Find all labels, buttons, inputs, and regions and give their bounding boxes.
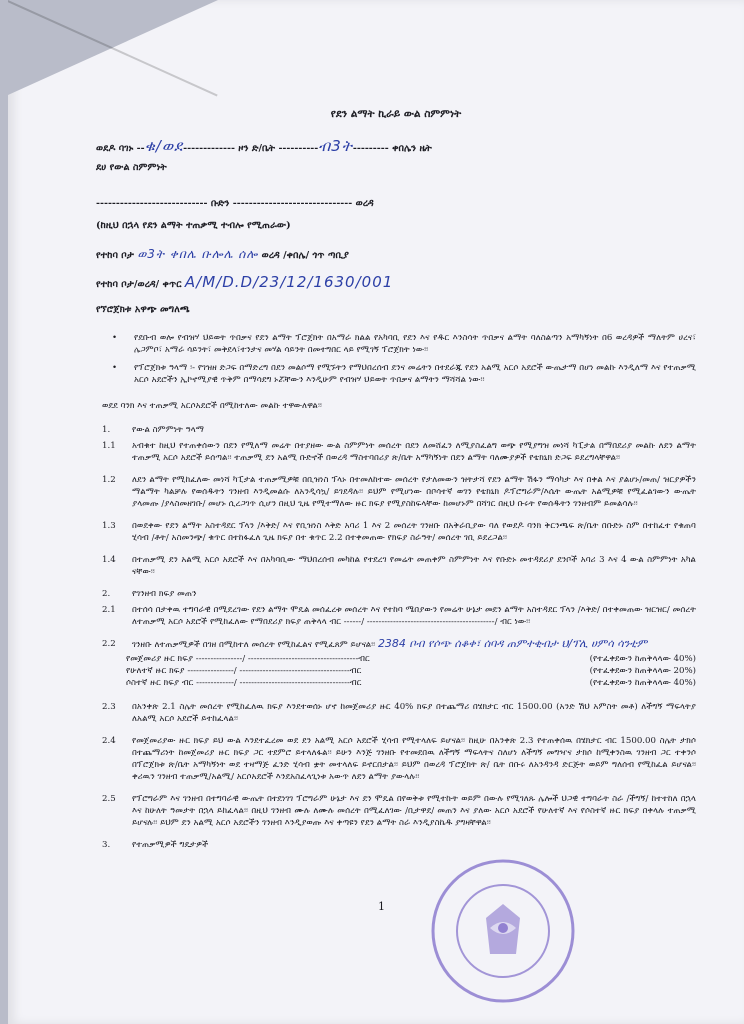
address-suffix: ወረዳ /ቀበሌ/ ጎጥ ጣቢያ [261, 250, 349, 261]
party-label: ደሀ የውል ስምምነት [96, 162, 167, 173]
intro-text: ወደደ ባንክ እና ተጠቃሚ አርሶአደሮች በሚከተለው መልኩ ተዋውለዋል፡፡ [102, 401, 322, 411]
document-page [8, 0, 744, 1024]
clause-1-2: 1.2 ለደን ልማት የሚከፈለው መነሻ ካፒታል ተጠቃሚዎቹ በቢዝነስ ፕላኑ በተመለከተው መሰረት የታለመውን ዝትታሻ የደን ልማት ሽፋን ማሳካታ እና በቀል እና ያልሆኑ/መጠ/ ዝርያዎችን ማልማት ካልቻሉ የወሰዱትን ገንዘብ እንዲመልሱ ለአንዲሳኳ/ ይገደዳሉ፡፡ ይህም የሚሆነው በቦሳተኛ ወገን የቴክኒክ ዶፕሮግራም/እሴት ውጤት አልሚዎቹ የሚፈልገውን ውጤት ያላመጡ /ያላስመዘገቡ/ መሆኑ ሲረጋገጥ ሲሆን በዚህ ጊዜ የሚተማለው ዙር ክፍያ የሚያስከፍላቸው ከመሆኑም በሻገር በዚህ ቡሩት የወሰዱትን ገንዘብም ይመልሳሉ፡፡ [102, 475, 696, 509]
woreda-label: ወደዶ ባገኑ [96, 143, 134, 154]
kebele-label: ቀበሌን ዜት [392, 143, 432, 154]
zone-label: ዞን ድ/ቤት [238, 143, 276, 154]
address-row [96, 248, 696, 262]
bullet-item: • የደቡብ ወሎ የብዝሃ ህይወት ጥበቃና የደን ልማት ፕሮጀክት በአማራ ክልል የአካባቢ የደን እና የዱር እንስሳት ጥበቃና ልማት ባለስልጣን አማካኝነት በ6 ወረዳዎች ማለትም ሀረና፣ ሌጋምቦ፣ አማራ ሳይንት፣ መቅደላ፣ተንታና መሃል ሳይንት በመተግበር ላይ የሚገኝ ፕሮጀክት ነው፡፡ [96, 332, 696, 356]
clause-2-4: 2.4 የመጀመሪያው ዙር ክፍያ ይህ ውል እንደተፈረመ ወደ ደን አልሚ አርሶ አደሮች ሂሳብ የሚተላለፍ ይሆናል፡፡ ከዚሁ በአንቀጽ 2.3 የተጠቀሰዉ በሄክታር ብር 1500.00 ስሌት ታክሶ በተጨማሪነት ከመጀመሪያ ዙር ክፍያ ጋር ተደምሮ ይተላለፋል፡፡ ይሁን እንጅ ገንዘቡ የተመደበዉ ለችግኝ ማፍላትና ስለሆነ ለችግኝ መግዣና ታክሶ ከሚቀንስዉ ገንዘብ ጋር ተቀንሶ በፕሮጀክቱ ጽ/ቤት አማካኝነት ወደ ተዛማጅ ፈንድ ሂሳብ ቋት መተላለፍ ይኖርበታል፡፡ ይህም በወረዳ ፕሮጀክት ጽ/ ቤት በቡሩ ለአንዳንዳ ድርጅት ወይም ግለሰብ የሚከፈል ይሆናል፡፡ ቀሪዉን ገንዘብ ተጠቃሚ/አልሚ/ አርሶአደሮች እንደአስፈላጊነቱ አውጥ ለደን ልማት ያውላሉ፡፡ [102, 736, 696, 782]
woreda-handwritten: ቁ/ወደ [144, 137, 184, 155]
clause-1-4: 1.4 በተጠቃሚ ደን አልሚ አርሶ አደሮች እና በአካባቢው ማህበረሰብ መካከል የተደረገ የመሬት መጠቀም ስምምነት እና የቡድኑ መተዳደሪያ ደንቦች አባሪ 3 እና 4 ውል ስምምነት አካል ናቸው፡፡ [102, 555, 696, 577]
payment-row: ሶስተኛ ዙር ክፍያ ብር -------------/ --------------------------------------ብር (የተፈቀደውን ከጠቅላላው 40%) [126, 678, 696, 688]
page-number: 1 [378, 900, 385, 913]
header-row-1: ወደዶ ባገኑ --ቁ/ወደ------------- ዞን ድ/ቤት ----------ብ3ት--------- ቀበሌን ዜት [96, 137, 432, 155]
clause-2-2-handwriting: 2384 ቦብ የሶጭ ሰቆቀ፣ ሰባዳ ጠምተቂብታ ህ/ፕሊ ሀምሳ ሳንቲም [377, 637, 648, 650]
payment-row: የሁለተኛ ዙር ክፍያ ----------------/ --------------------------------------ብር (የተፈቀደውን ከጠቅላላው 20%) [126, 666, 696, 676]
clause-2-5: 2.5 የፕሮግራም እና ገንዘብ በተግባራዊ ውጤት በተደነገገ ፕሮግራም ሁኔታ እና ደን ሞዴል በየወቅቱ የሚተኩት ወይም በውሉ የሚገለጹ ሌሎች ህጋዊ ተግባራት ስራ /ችግኝ/ ከተተከለ በኋላ እና ከሁለት ዓመታት በኋላ ይከፈላል፡፡ በዚህ ገንዘብ ሙሉ ለሙሉ መሰረት በሚፈለገው /ቢታዋደ/ መጠን እና ያለው አርሶ አደሮች የሁለተኛ እና የሶስተኛ ዙር ክፍያ በቀላሉ ተጠቃሚ ይሆናሉ፡፡ ይህም ደን አልሚ አርሶ አደሮችን ገንዘብ እንዲያወጡ እና ቀጣዩን የደን ልማት ስራ እንዲያስኬዱ ያግዛቸዋል፡፡ [102, 794, 696, 828]
clause-2-2-text: ገንዘቡ ለተጠቃሚዎች በገዘ በሚከተለ መሰረት የሚከፈልና የሚፈጸም ይሆናል፡፡ [132, 640, 376, 650]
details-heading: የኘሮጀክቱ አዋጭ መግለጫ [96, 304, 190, 315]
clause-2-2: 2.2 ገንዘቡ ለተጠቃሚዎች በገዘ በሚከተለ መሰረት የሚከፈልና የሚፈጸም ይሆናል፡፡ 2384 ቦብ የሶጭ ሰቆቀ፣ ሰባዳ ጠምተቂብታ ህ/ፕሊ ሀምሳ ሳንቲም [102, 637, 648, 650]
bullet-item: • የፕሮጀክቱ ዓላማ ፡- የገዝዘ ድጋፍ በማድረግ በደን መልሶማ የሚኙትን የማህበረሰብ ደንና መሬትን በተደራጁ የደን አልሚ አርሶ አደሮች ውጤታማ በሆነ መልኩ እንዲለማ እና የተጠቃሚ አርሶ አደሮችን ኢኮኖሚያዊ ጥቅም በማሳደግ ኑሯቸውን እንዲሁም የብዝሃ ህይወት ጥበቃና ልማትን ማሻሻል ነው፡፡ [96, 362, 696, 386]
section-3-heading: 3. የተጠቃሚዎች ግዴታዎች [102, 840, 209, 850]
band-row: ---------------------------- ቡድን ------------------------------ ወረዳ [96, 198, 374, 209]
document-title: የደን ልማት ኪራይ ውል ስምምነት [330, 108, 462, 120]
section-2-heading: 2. የገንዘብ ክፍያ መጠን [102, 589, 197, 599]
address-label: የተከባ ቦታ [96, 250, 134, 261]
id-handwritten: A/M/D.D/23/12/1630/001 [184, 273, 394, 291]
zone-handwritten: ብ3ት [318, 137, 353, 155]
document-body [96, 108, 696, 855]
clause-2-3: 2.3 በአንቀጽ 2.1 ስሌት መሰረት የሚከፈለዉ ክፍያ እንደተወሰኑ ሆኖ ከመጀመሪያ ዙር 40% ክፍያ በተጨማሪ በሄክታር ብር 1500.00 (አንድ ሽህ አምስት መቶ) ለችግኝ ማፍላትያ ለአልሚ አርሶ አደሮች ይተከፈላል፡፡ [102, 702, 696, 724]
clause-1-3: 1.3 በወደቀው የደን ልማት አስተዳደር ፕላን /እቅድ/ እና የቢዝነስ እቅድ አባሪ 1 እና 2 መሰረት ገንዘቡ በአቅራቢያው ባለ የወደዶ ባንክ ቅርንጫፍ ጽ/ቤት በቡድኑ ስም በተከፈተ የቁጠባ ሂሳብ /ቶት/ አስመንጭ/ ቁጥር በተከፋፈለ ጊዜ ክፍያ በተ ቁጥር 2.2 በተቀመጠው የክፍያ ስራዓት/ መሰረት ገቢ ይደረጋል፡፡ [102, 521, 696, 543]
bank-stamp-icon [428, 856, 578, 1006]
address-handwritten: ወ3ት ቀበሌ ቡሎሌ ሰሎ [137, 247, 259, 261]
clause-2-1: 2.1 በተሰሳ በታቀዉ ተግባራዊ በሚደረገው የደን ልማት ሞዴል መሰፈረቱ መሰረት እና የተከባ ሜበያውን የመሬት ሁኔታ መደን ልማት አስተዳደር ፕላን /እቅድ/ በተቀመጠው ዝርዝር/ መሰረት ለተጠቃሚ አርሶ አደሮች የሚከፈለው የማበደሪያ ክፍያ ጠቅላላ ብር ------/ --------------------------------------------/ ብር ነው፡፡ [102, 605, 696, 627]
id-row [96, 273, 696, 291]
id-label: የተከባ ቦታ/ወረዳ/ ቀጥር [96, 279, 182, 290]
section-1-heading: 1. የውል ስምምነት ዓላማ [102, 425, 205, 435]
woreda2-label: ወረዳ [355, 198, 374, 209]
band-label: ቡድን [210, 198, 230, 209]
clause-1-1: 1.1 አብቁተ ከዚህ የተጠቀሰውን በደን የሚለማ መሬት በተያዘው ውል ስምምነት መሰረት በደን ለመሸፈን ለሚያስፈልግ ወጭ የሚያግዝ መነሻ ካፒታል በማበደሪያ መልኩ ለደን ልማት ተጠቃሚ አርሶ አደሮች ይሰጣል፡፡ ተጠቃሚ ደን አልሚ ቡድኖች በወረዳ ማስተባበሪያ ጽ/ቤት አማካኝነት በደን ልማት ባለሙያዎች የቴክኒክ ድጋፍ ይደረግላቸዋል፡፡ [102, 441, 696, 463]
beneficiary-note: (ከዚህ በኋላ የደን ልማት ተጠቃሚ ተብሎ የሚጠራው) [96, 220, 291, 231]
bullet-list [96, 332, 696, 386]
payment-row: የመጀመሪያ ዙር ክፍያ ----------------/ --------------------------------------ብር (የተፈቀደውን ከጠቅላላው 40%) [126, 654, 696, 664]
